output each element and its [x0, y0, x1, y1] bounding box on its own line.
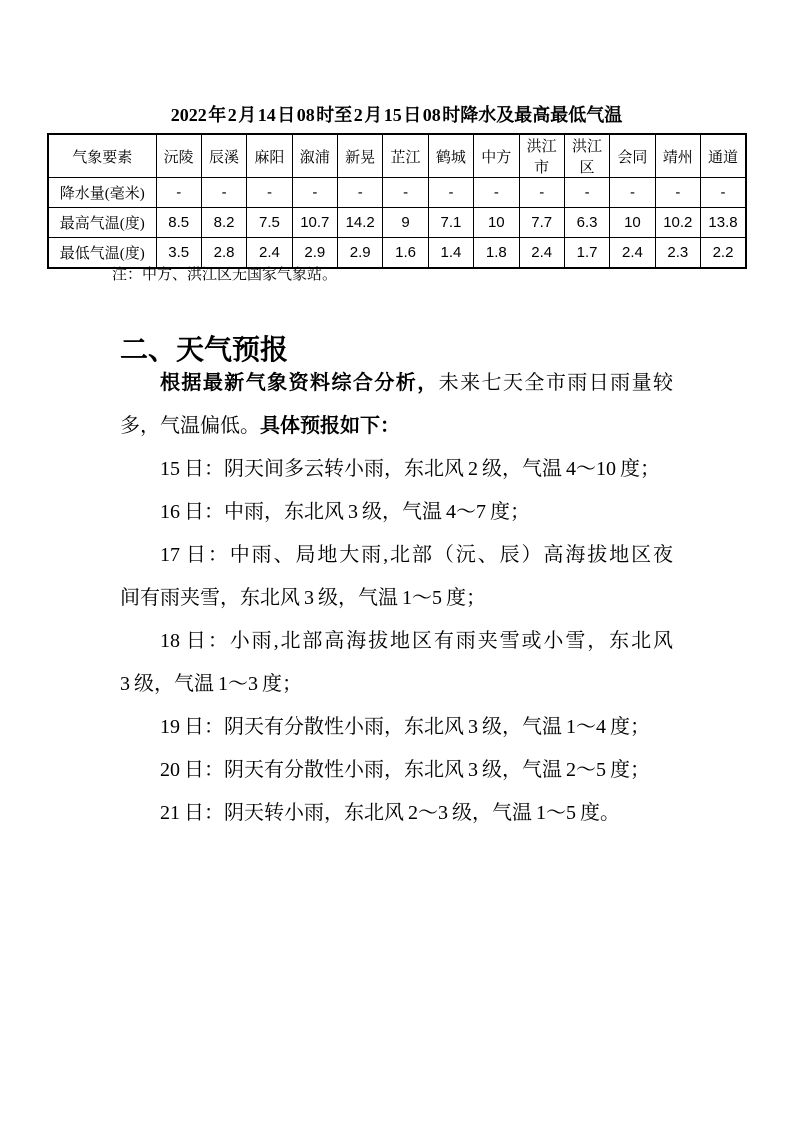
value-cell: 3.5	[156, 238, 201, 269]
value-cell: 2.4	[610, 238, 655, 269]
text-segment: 未来七天全市雨日雨量较	[438, 372, 674, 394]
value-cell: -	[383, 178, 428, 208]
value-cell: 10.2	[655, 208, 700, 238]
value-cell: -	[610, 178, 655, 208]
text-line	[120, 663, 673, 706]
value-cell: -	[292, 178, 337, 208]
text-segment: 18 日：小雨,北部高海拔地区有雨夹雪或小雪，东北风	[160, 630, 673, 652]
header-cell-station: 中方	[474, 134, 519, 178]
paragraph-day-19	[120, 706, 673, 749]
header-cell-station: 辰溪	[201, 134, 246, 178]
value-cell: 13.8	[701, 208, 747, 238]
header-cell-station: 新晃	[338, 134, 383, 178]
value-cell: 2.2	[701, 238, 747, 269]
header-cell-station: 芷江	[383, 134, 428, 178]
header-cell-station: 洪江市	[519, 134, 564, 178]
table-note: 注：中方、洪江区无国家气象站。	[112, 267, 338, 283]
value-cell: -	[201, 178, 246, 208]
table-title: 2022 年 2 月 14 日 08 时至 2 月 15 日 08 时降水及最高最低气温	[170, 105, 623, 125]
header-cell-station: 溆浦	[292, 134, 337, 178]
text-line	[120, 534, 673, 577]
text-segment: 17 日：中雨、局地大雨,北部（沅、辰）高海拔地区夜	[160, 544, 673, 566]
value-cell: -	[519, 178, 564, 208]
bold-text-segment: 根据最新气象资料综合分析，	[160, 372, 439, 394]
value-cell: 1.8	[474, 238, 519, 269]
text-segment: 多，气温偏低。	[120, 415, 260, 437]
value-cell: 2.4	[247, 238, 292, 269]
text-line	[120, 491, 673, 534]
text-line	[120, 749, 673, 792]
value-cell: 1.4	[428, 238, 473, 269]
value-cell: 1.6	[383, 238, 428, 269]
value-cell: 7.1	[428, 208, 473, 238]
value-cell: 10	[474, 208, 519, 238]
value-cell: 6.3	[564, 208, 609, 238]
row-label-cell: 降水量(毫米)	[48, 178, 156, 208]
section-heading: 二、天气预报	[120, 335, 289, 366]
text-segment: 间有雨夹雪，东北风 3 级，气温 1～5 度；	[120, 587, 486, 609]
header-cell-station: 鹤城	[428, 134, 473, 178]
text-segment: 19 日：阴天有分散性小雨，东北风 3 级，气温 1～4 度；	[160, 716, 650, 738]
value-cell: 14.2	[338, 208, 383, 238]
value-cell: -	[428, 178, 473, 208]
value-cell: -	[247, 178, 292, 208]
text-line	[120, 362, 673, 405]
header-cell-station: 麻阳	[247, 134, 292, 178]
value-cell: -	[701, 178, 747, 208]
value-cell: 2.9	[292, 238, 337, 269]
row-label-cell: 最高气温(度)	[48, 208, 156, 238]
header-cell-station: 通道	[701, 134, 747, 178]
paragraph-day-21	[120, 792, 673, 835]
header-cell-station: 沅陵	[156, 134, 201, 178]
row-label-cell: 最低气温(度)	[48, 238, 156, 269]
table-header-row	[48, 134, 746, 178]
value-cell: 10.7	[292, 208, 337, 238]
paragraph-day-15	[120, 448, 673, 491]
value-cell: -	[655, 178, 700, 208]
value-cell: -	[338, 178, 383, 208]
header-cell-station: 洪江区	[564, 134, 609, 178]
paragraph-day-18	[120, 620, 673, 706]
text-line	[120, 620, 673, 663]
text-line	[120, 405, 673, 448]
paragraph-day-20	[120, 749, 673, 792]
value-cell: 7.5	[247, 208, 292, 238]
text-segment: 20 日：阴天有分散性小雨，东北风 3 级，气温 2～5 度；	[160, 759, 650, 781]
paragraph-day-16	[120, 491, 673, 534]
paragraph-day-17	[120, 534, 673, 620]
paragraph-intro	[120, 362, 673, 448]
value-cell: 9	[383, 208, 428, 238]
value-cell: 7.7	[519, 208, 564, 238]
text-segment: 3 级，气温 1～3 度；	[120, 673, 302, 695]
value-cell: 10	[610, 208, 655, 238]
text-segment: 16 日：中雨，东北风 3 级，气温 4～7 度；	[160, 501, 530, 523]
header-cell-station: 靖州	[655, 134, 700, 178]
value-cell: 1.7	[564, 238, 609, 269]
value-cell: 2.3	[655, 238, 700, 269]
value-cell: 8.5	[156, 208, 201, 238]
table-row	[48, 178, 746, 208]
weather-table	[47, 133, 747, 269]
value-cell: -	[564, 178, 609, 208]
text-line	[120, 706, 673, 749]
value-cell: 2.4	[519, 238, 564, 269]
value-cell: -	[474, 178, 519, 208]
bold-text-segment: 具体预报如下：	[260, 415, 400, 437]
forecast-body	[120, 362, 673, 835]
text-segment: 15 日：阴天间多云转小雨，东北风 2 级，气温 4～10 度；	[160, 458, 660, 480]
text-segment: 21 日：阴天转小雨，东北风 2～3 级，气温 1～5 度。	[160, 802, 620, 824]
table-row	[48, 208, 746, 238]
header-cell-station: 会同	[610, 134, 655, 178]
text-line	[120, 577, 673, 620]
value-cell: -	[156, 178, 201, 208]
value-cell: 8.2	[201, 208, 246, 238]
value-cell: 2.9	[338, 238, 383, 269]
text-line	[120, 448, 673, 491]
header-cell-element-label: 气象要素	[48, 134, 156, 178]
text-line	[120, 792, 673, 835]
value-cell: 2.8	[201, 238, 246, 269]
